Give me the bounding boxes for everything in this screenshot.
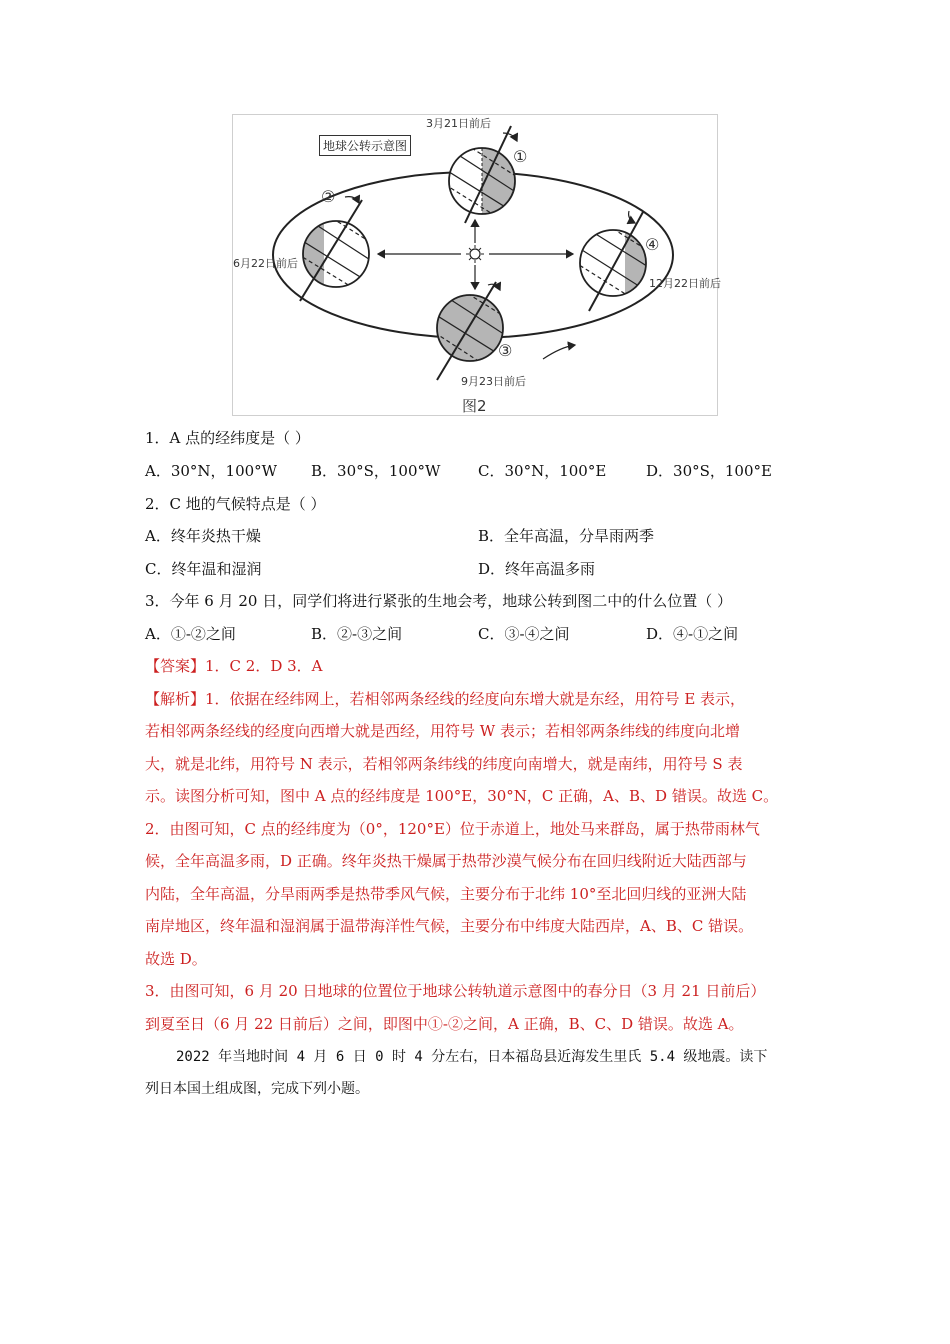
- position-marker-1: ①: [513, 147, 528, 166]
- q2-option-c: C．终年温和湿润: [145, 560, 262, 578]
- q1-option-a: A．30°N，100°W: [145, 462, 278, 480]
- sun-icon: [466, 245, 484, 263]
- question-3-stem: 3．今年 6 月 20 日，同学们将进行紧张的生地会考，地球公转到图二中的什么位置（ ）: [145, 592, 733, 610]
- figure-title: 地球公转示意图: [319, 135, 411, 156]
- earth-orbit-diagram: [233, 115, 719, 417]
- question-1-stem: 1．A 点的经纬度是（ ）: [145, 429, 310, 447]
- analysis-line: 2．由图可知，C 点的经纬度为（0°，120°E）位于赤道上，地处马来群岛，属于热带雨林气: [145, 820, 760, 838]
- label-jun22: 6月22日前后: [233, 257, 298, 270]
- analysis-line: 大，就是北纬，用符号 N 表示，若相邻两条纬线的纬度向南增大，就是南纬，用符号 S 表: [145, 755, 743, 773]
- position-marker-2: ②: [321, 187, 336, 206]
- analysis-line: 南岸地区，终年温和湿润属于温带海洋性气候，主要分布中纬度大陆西岸，A、B、C 错误。: [145, 917, 754, 935]
- label-sep23: 9月23日前后: [461, 375, 526, 388]
- analysis-line: 故选 D。: [145, 950, 207, 968]
- position-marker-3: ③: [498, 341, 513, 360]
- earth-position-2: [291, 200, 383, 301]
- analysis-line: 示。读图分析可知，图中 A 点的经纬度是 100°E，30°N，C 正确，A、B、D 错误。故选 C。: [145, 787, 779, 805]
- label-mar21: 3月21日前后: [426, 117, 491, 130]
- q2-option-a: A．终年炎热干燥: [145, 527, 261, 545]
- question-2-stem: 2．C 地的气候特点是（ ）: [145, 495, 326, 513]
- q2-option-d: D．终年高温多雨: [478, 560, 596, 578]
- q1-option-b: B．30°S，100°W: [311, 462, 441, 480]
- q3-option-c: C．③-④之间: [478, 625, 570, 643]
- q1-option-d: D．30°S，100°E: [646, 462, 772, 480]
- earth-position-1: [433, 115, 533, 247]
- q3-option-d: D．④-①之间: [646, 625, 739, 643]
- q3-option-b: B．②-③之间: [311, 625, 403, 643]
- analysis-line: 候，全年高温多雨，D 正确。终年炎热干燥属于热带沙漠气候分布在回归线附近大陆西部与: [145, 852, 747, 870]
- q3-option-a: A．①-②之间: [145, 625, 236, 643]
- analysis-line: 到夏至日（6 月 22 日前后）之间，即图中①-②之间，A 正确，B、C、D 错误。故选 A。: [145, 1015, 744, 1033]
- earth-revolution-figure: [232, 114, 721, 416]
- analysis-line: 若相邻两条经线的经度向西增大就是西经，用符号 W 表示；若相邻两条纬线的纬度向北增: [145, 722, 740, 740]
- intro-line: 列日本国土组成图，完成下列小题。: [145, 1081, 369, 1097]
- analysis-line: 3．由图可知，6 月 20 日地球的位置位于地球公转轨道示意图中的春分日（3 月 21 日前后）: [145, 982, 766, 1000]
- answer-line: 【答案】1．C 2．D 3．A: [145, 657, 323, 675]
- intro-line: 2022 年当地时间 4 月 6 日 0 时 4 分左右，日本福岛县近海发生里氏 5.4 级地震。读下: [176, 1049, 768, 1065]
- earth-position-3: [423, 275, 518, 380]
- figure-caption: 图2: [462, 397, 487, 415]
- analysis-line: 内陆，全年高温，分旱雨两季是热带季风气候，主要分布于北纬 10°至北回归线的亚洲大陆: [145, 885, 747, 903]
- q1-option-c: C．30°N，100°E: [478, 462, 607, 480]
- position-marker-4: ④: [645, 235, 660, 254]
- analysis-line: 【解析】1．依据在经纬网上，若相邻两条经线的经度向东增大就是东经，用符号 E 表示，: [145, 690, 746, 708]
- label-dec22: 12月22日前后: [649, 277, 721, 290]
- q2-option-b: B．全年高温，分旱雨两季: [478, 527, 655, 545]
